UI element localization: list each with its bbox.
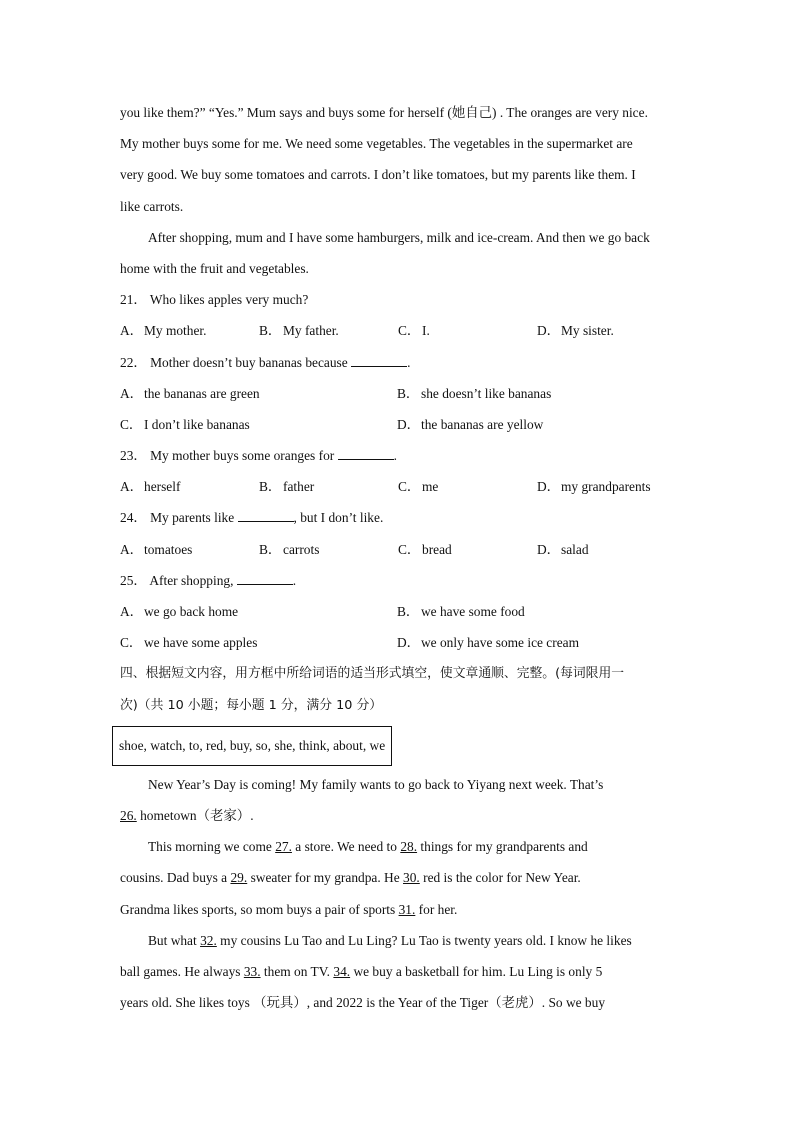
cloze-line: New Year’s Day is coming! My family wants to go back to Yiyang next week. That’s [148, 776, 604, 792]
question-text: 25． After shopping, [120, 572, 237, 588]
option-letter: A． [120, 323, 144, 339]
option-c[interactable] [120, 627, 397, 658]
option-text: My mother. [144, 323, 207, 339]
option-text: we have some food [421, 604, 525, 619]
option-a[interactable] [120, 378, 397, 409]
option-a[interactable] [120, 471, 259, 502]
option-letter: A． [120, 604, 144, 619]
option-b[interactable] [259, 471, 398, 502]
option-d[interactable] [537, 315, 676, 346]
option-text: My father. [283, 323, 339, 339]
cloze-text: things for my grandparents and [417, 839, 588, 855]
option-letter: D． [537, 541, 561, 557]
option-letter: C． [398, 323, 421, 339]
cloze-text: a store. We need to [291, 839, 401, 855]
question-text: 21． Who likes apples very much? [120, 292, 309, 308]
question-text: . [292, 572, 297, 588]
blank-30[interactable]: 30. [403, 870, 420, 886]
options-row [120, 534, 680, 565]
option-b[interactable] [397, 378, 674, 409]
cloze-text: ball games. He always [120, 963, 244, 979]
option-letter: C． [398, 541, 421, 557]
word-bank-box: shoe, watch, to, red, buy, so, she, think, about, we [112, 726, 392, 766]
options-row [120, 596, 680, 627]
options-row [120, 315, 680, 346]
option-letter: B． [259, 479, 282, 495]
option-letter: D． [397, 635, 421, 651]
cloze-text: cousins. Dad buys a [120, 870, 231, 886]
option-letter: B． [397, 604, 420, 619]
option-text: My sister. [561, 323, 614, 339]
question-list [120, 284, 680, 658]
cloze-text: we buy a basketball for him. Lu Ling is only 5 [350, 963, 603, 979]
cloze-line [120, 956, 680, 987]
options-row [120, 627, 680, 658]
option-c[interactable] [398, 471, 537, 502]
question-text: 24． My parents like [120, 510, 238, 526]
option-letter: D． [537, 323, 561, 339]
cloze-text: my cousins Lu Tao and Lu Ling? Lu Tao is twenty years old. I know he likes [216, 932, 632, 948]
option-letter: A． [120, 385, 144, 401]
option-text: she doesn’t like bananas [421, 385, 552, 401]
option-d[interactable] [537, 471, 676, 502]
answer-blank[interactable] [338, 445, 394, 460]
option-a[interactable] [120, 534, 259, 565]
cloze-text: This morning we come [148, 839, 276, 855]
cloze-line: years old. She likes toys （玩具）, and 2022 is the Year of the Tiger（老虎）. So we buy [120, 995, 606, 1011]
option-letter: C． [120, 635, 143, 651]
question-stem [120, 565, 680, 596]
blank-27[interactable]: 27. [275, 839, 292, 855]
option-letter: C． [398, 479, 421, 495]
cloze-text: them on TV. [260, 963, 334, 979]
option-text: we only have some ice cream [421, 635, 580, 651]
option-b[interactable] [259, 534, 398, 565]
option-c[interactable] [120, 409, 397, 440]
blank-28[interactable]: 28. [400, 839, 418, 855]
cloze-text: red is the color for New Year. [419, 870, 581, 886]
cloze-text: sweater for my grandpa. He [247, 870, 404, 886]
section-instruction: 四、根据短文内容，用方框中所给词语的适当形式填空，使文章通顺、完整。(每词限用一 [120, 666, 625, 682]
option-d[interactable] [397, 627, 674, 658]
question-text: . [407, 354, 411, 370]
passage-line: very good. We buy some tomatoes and carrots. I don’t like tomatoes, but my parents like them. I [120, 167, 636, 183]
option-text: we go back home [144, 604, 239, 619]
question-text: . [393, 448, 397, 464]
cloze-line [120, 800, 680, 831]
passage-line: like carrots. [120, 198, 184, 214]
passage-line: After shopping, mum and I have some hamburgers, milk and ice-cream. And then we go back [148, 229, 650, 245]
option-text: bread [422, 541, 452, 557]
blank-33[interactable]: 33. [243, 963, 261, 979]
passage-line: home with the fruit and vegetables. [120, 260, 309, 276]
option-text: salad [561, 541, 589, 557]
question-text: 22． Mother doesn’t buy bananas because [120, 354, 352, 370]
cloze-text: Grandma likes sports, so mom buys a pair of sports [120, 901, 399, 917]
option-text: we have some apples [144, 635, 258, 651]
blank-31[interactable]: 31. [398, 901, 416, 917]
section-instruction: 次)（共 10 小题；每小题 1 分，满分 10 分） [120, 697, 383, 713]
option-letter: B． [259, 323, 282, 339]
option-text: the bananas are green [144, 385, 260, 401]
answer-blank[interactable] [351, 352, 407, 367]
option-text: the bananas are yellow [421, 416, 544, 432]
blank-34[interactable]: 34. [333, 963, 351, 979]
option-b[interactable] [259, 315, 398, 346]
question-stem [120, 440, 680, 471]
options-row [120, 378, 680, 409]
cloze-line [120, 862, 680, 893]
option-text: my grandparents [561, 479, 651, 495]
option-text: I don’t like bananas [144, 416, 250, 432]
question-stem [120, 284, 680, 315]
option-c[interactable] [398, 534, 537, 565]
option-text: me [422, 479, 439, 495]
blank-29[interactable]: 29. [230, 870, 248, 886]
option-letter: A． [120, 541, 144, 557]
option-letter: D． [397, 416, 421, 432]
cloze-passage [120, 769, 680, 1019]
option-text: I. [422, 323, 430, 339]
cloze-text: hometown（老家）. [136, 807, 254, 823]
document-page [120, 97, 680, 1018]
passage-b-tail [120, 97, 680, 284]
option-d[interactable] [397, 409, 674, 440]
option-c[interactable] [398, 315, 537, 346]
passage-line: My mother buys some for me. We need some vegetables. The vegetables in the supermarket are [120, 136, 633, 152]
option-letter: D． [537, 479, 561, 495]
option-b[interactable] [397, 596, 674, 627]
option-a[interactable] [120, 315, 259, 346]
blank-26[interactable]: 26. [120, 807, 137, 823]
cloze-line [120, 831, 680, 862]
question-stem [120, 347, 680, 378]
option-letter: B． [259, 541, 282, 557]
option-letter: C． [120, 416, 143, 432]
passage-line: you like them?” “Yes.” Mum says and buys some for herself (她自己) . The oranges are very nice. [120, 105, 648, 120]
question-stem [120, 502, 680, 533]
options-row [120, 471, 680, 502]
option-text: father [283, 479, 315, 495]
question-text: , but I don’t like. [293, 510, 384, 526]
option-text: herself [144, 479, 181, 495]
option-letter: B． [397, 385, 420, 401]
cloze-text: But what [148, 932, 201, 948]
option-d[interactable] [537, 534, 676, 565]
answer-blank[interactable] [237, 570, 293, 585]
question-text: 23． My mother buys some oranges for [120, 448, 338, 464]
blank-32[interactable]: 32. [200, 932, 217, 948]
section-4 [120, 658, 680, 768]
answer-blank[interactable] [238, 507, 294, 522]
cloze-text: for her. [415, 901, 458, 917]
options-row [120, 409, 680, 440]
option-letter: A． [120, 479, 144, 495]
cloze-line [120, 925, 680, 956]
option-a[interactable] [120, 596, 397, 627]
cloze-line [120, 894, 680, 925]
option-text: tomatoes [144, 541, 193, 557]
option-text: carrots [283, 541, 320, 557]
